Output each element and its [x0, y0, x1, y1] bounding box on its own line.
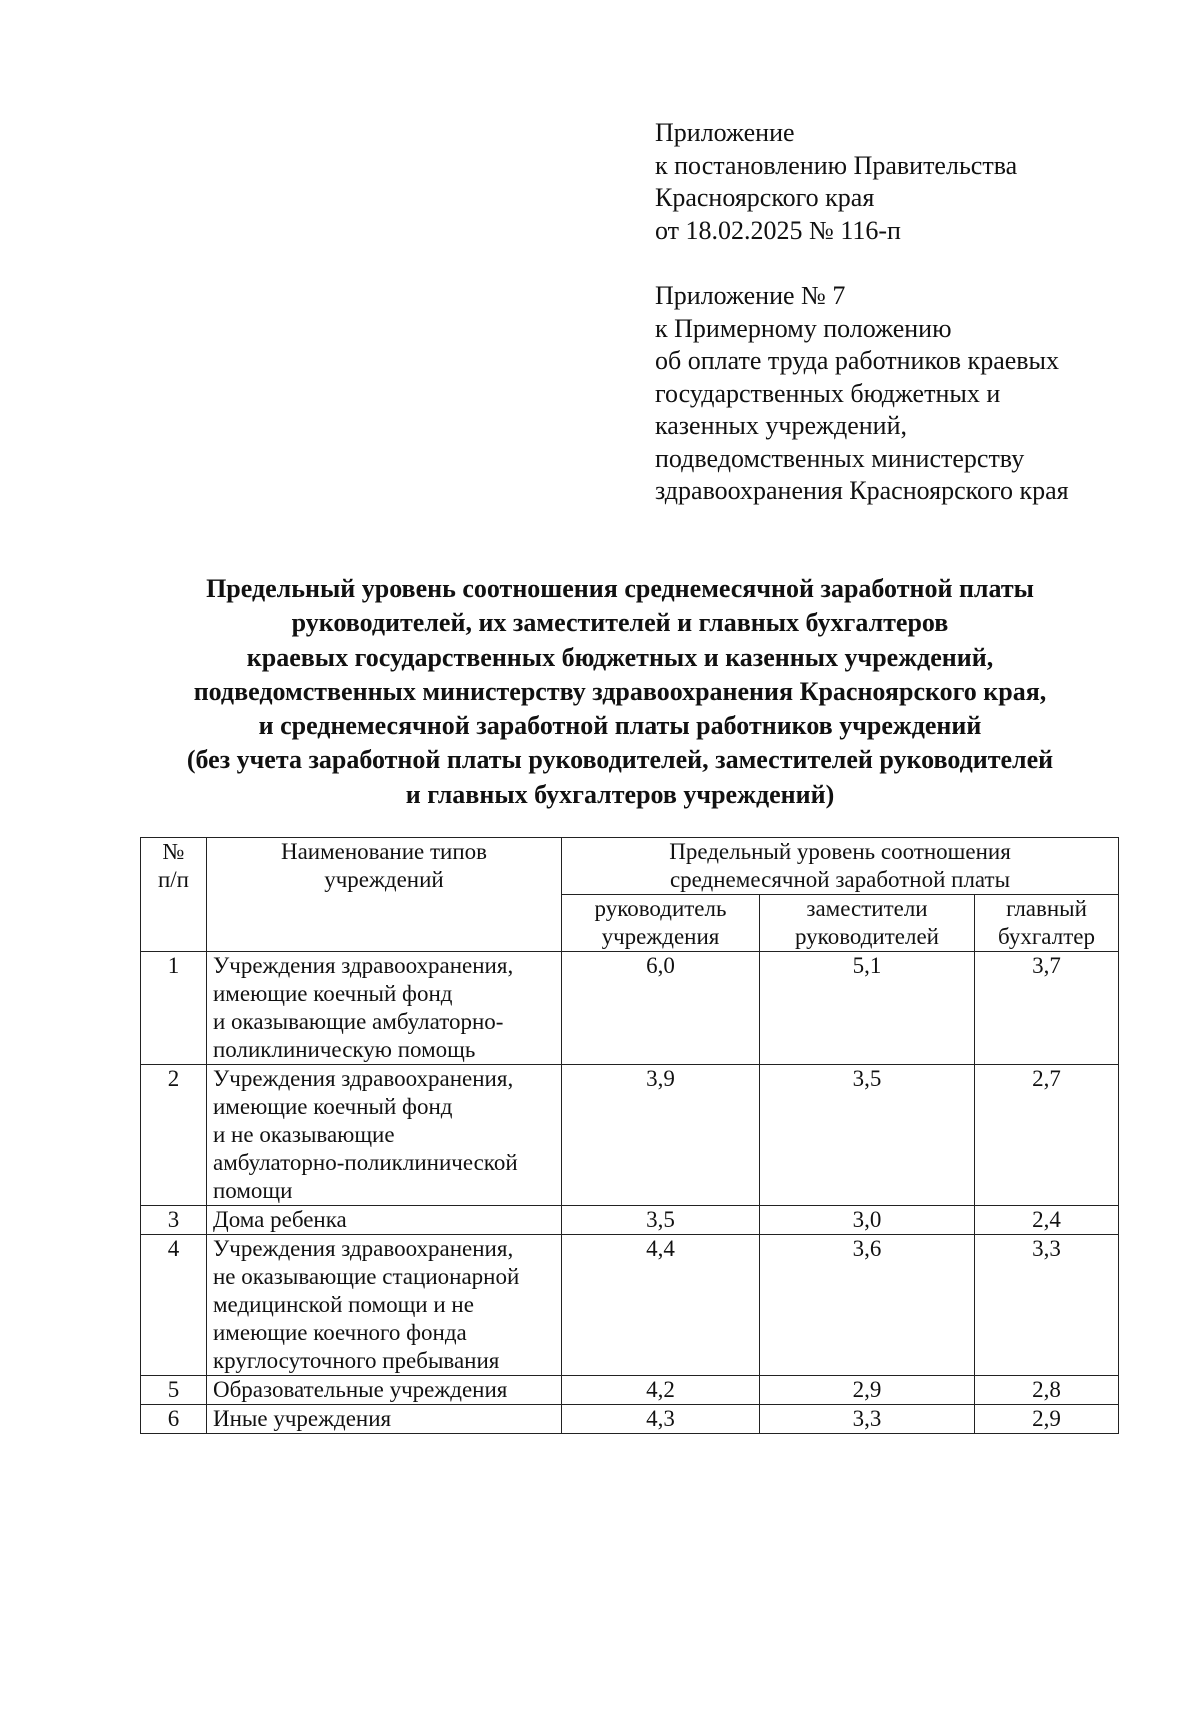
row-number: 4: [141, 1235, 207, 1376]
appendix-to-resolution: [655, 117, 1017, 247]
deputies-ratio: 5,1: [760, 952, 975, 1065]
title-line: и среднемесячной заработной платы работников учреждений: [258, 711, 982, 741]
title-line: и главных бухгалтеров учреждений): [405, 779, 835, 809]
head-ratio: 3,5: [562, 1206, 760, 1235]
appendix-7-note: [655, 280, 1069, 508]
header-head: руководитель учреждения: [562, 895, 760, 952]
appendix-line: к постановлению Правительства: [655, 150, 1018, 180]
head-ratio: 4,3: [562, 1405, 760, 1434]
appendix-line: казенных учреждений,: [655, 411, 907, 440]
table-row: [141, 1206, 1119, 1235]
accountant-ratio: 2,9: [975, 1405, 1119, 1434]
table-row: [141, 1405, 1119, 1434]
title-line: руководителей, их заместителей и главных бухгалтеров: [291, 608, 949, 638]
row-number: 6: [141, 1405, 207, 1434]
header-number: № п/п: [141, 838, 207, 952]
appendix-line: об оплате труда работников краевых: [655, 346, 1060, 375]
accountant-ratio: 2,7: [975, 1065, 1119, 1206]
appendix-line: Приложение № 7: [655, 281, 846, 310]
header-institution-type: Наименование типов учреждений: [207, 838, 562, 952]
head-ratio: 4,4: [562, 1235, 760, 1376]
accountant-ratio: 2,4: [975, 1206, 1119, 1235]
title-line: (без учета заработной платы руководителей, заместителей руководителей: [186, 745, 1054, 775]
appendix-line: от 18.02.2025 № 116-п: [655, 215, 901, 245]
table-row: [141, 1235, 1119, 1376]
institution-type: Учреждения здравоохранения, не оказывающие стационарной медицинской помощи и не имеющие коечного фонда круглосуточного пребывания: [207, 1235, 562, 1376]
head-ratio: 3,9: [562, 1065, 760, 1206]
deputies-ratio: 2,9: [760, 1376, 975, 1405]
header-ratio-group: Предельный уровень соотношения среднемесячной заработной платы: [562, 838, 1119, 895]
header-deputies: заместители руководителей: [760, 895, 975, 952]
table-header-row: [141, 838, 1119, 895]
header-accountant: главный бухгалтер: [975, 895, 1119, 952]
row-number: 1: [141, 952, 207, 1065]
institution-type: Учреждения здравоохранения, имеющие коечный фонд и оказывающие амбулаторно- поликлиническую помощь: [207, 952, 562, 1065]
appendix-line: подведомственных министерству: [655, 443, 1025, 473]
deputies-ratio: 3,0: [760, 1206, 975, 1235]
row-number: 3: [141, 1206, 207, 1235]
appendix-line: Красноярского края: [655, 183, 875, 212]
head-ratio: 6,0: [562, 952, 760, 1065]
institution-type: Иные учреждения: [207, 1405, 562, 1434]
accountant-ratio: 3,3: [975, 1235, 1119, 1376]
title-line: подведомственных министерству здравоохранения Красноярского края,: [193, 676, 1047, 706]
deputies-ratio: 3,5: [760, 1065, 975, 1206]
table-row: [141, 1065, 1119, 1206]
appendix-line: к Примерному положению: [655, 313, 952, 343]
head-ratio: 4,2: [562, 1376, 760, 1405]
deputies-ratio: 3,6: [760, 1235, 975, 1376]
document-title: [100, 572, 1140, 812]
row-number: 2: [141, 1065, 207, 1206]
salary-ratio-table: [140, 837, 1119, 1434]
institution-type: Дома ребенка: [207, 1206, 562, 1235]
table-row: [141, 1376, 1119, 1405]
table-row: [141, 952, 1119, 1065]
row-number: 5: [141, 1376, 207, 1405]
deputies-ratio: 3,3: [760, 1405, 975, 1434]
title-line: Предельный уровень соотношения среднемесячной заработной платы: [206, 574, 1034, 603]
accountant-ratio: 3,7: [975, 952, 1119, 1065]
institution-type: Учреждения здравоохранения, имеющие коечный фонд и не оказывающие амбулаторно-поликлинической помощи: [207, 1065, 562, 1206]
appendix-line: здравоохранения Красноярского края: [655, 476, 1069, 505]
accountant-ratio: 2,8: [975, 1376, 1119, 1405]
title-line: краевых государственных бюджетных и казенных учреждений,: [246, 642, 994, 672]
appendix-line: государственных бюджетных и: [655, 378, 1001, 408]
institution-type: Образовательные учреждения: [207, 1376, 562, 1405]
appendix-line: Приложение: [655, 118, 795, 147]
